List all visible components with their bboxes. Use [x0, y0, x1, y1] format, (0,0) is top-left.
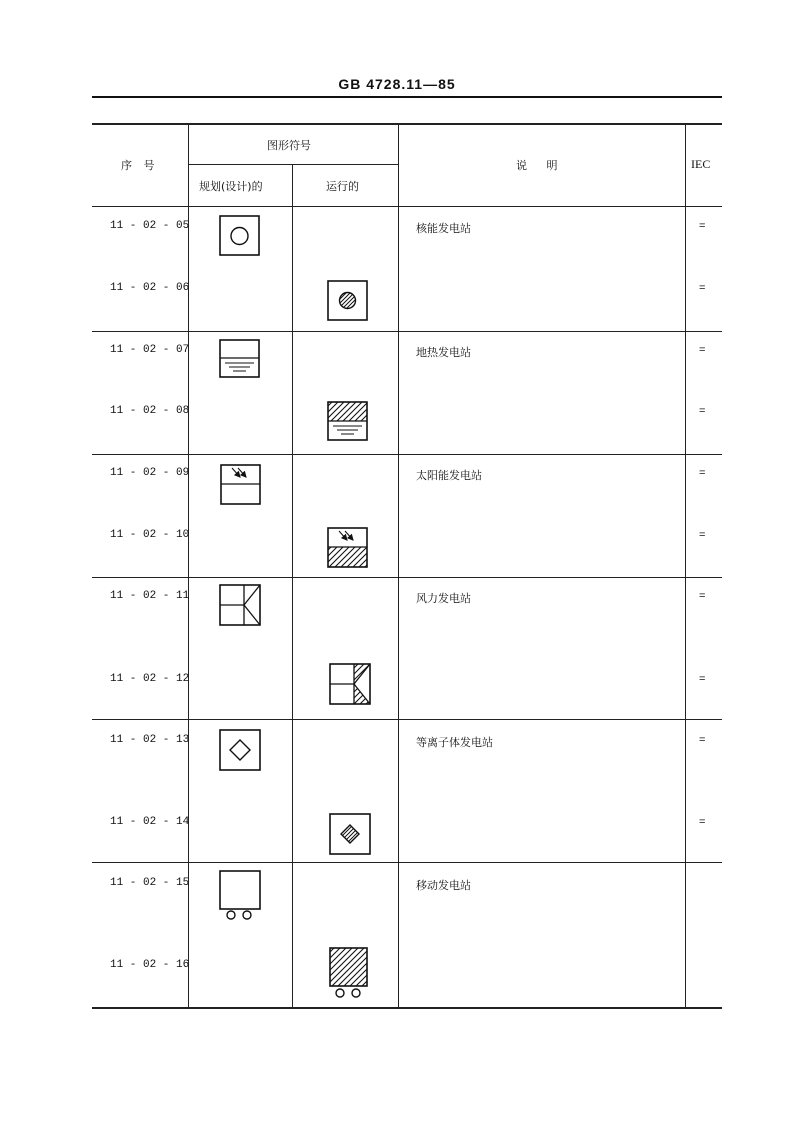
row-number: 11 - 02 - 13 [110, 734, 190, 746]
iec-mark: = [699, 529, 706, 541]
mobile-station-planned-icon [219, 870, 262, 922]
nuclear-station-planned-icon [219, 215, 261, 257]
column-divider [188, 124, 189, 1008]
wind-station-operating-icon [329, 663, 372, 706]
column-divider [292, 165, 293, 1008]
page-header: GB 4728.11—85 [338, 76, 456, 92]
row-number: 11 - 02 - 16 [110, 959, 190, 971]
description: 地热发电站 [416, 346, 471, 359]
solar-station-planned-icon [220, 464, 262, 506]
group-divider [92, 577, 722, 578]
column-divider [398, 124, 399, 1008]
group-divider [92, 331, 722, 332]
column-header-operating: 运行的 [326, 180, 359, 193]
iec-mark: = [699, 282, 706, 294]
iec-mark: = [699, 220, 706, 232]
table-bottom-rule [92, 1007, 722, 1009]
column-header-desc: 说 明 [516, 159, 566, 172]
column-divider [685, 124, 686, 1008]
wind-station-planned-icon [219, 584, 262, 627]
plasma-station-operating-icon [329, 813, 372, 856]
row-number: 11 - 02 - 11 [110, 590, 190, 602]
iec-mark: = [699, 467, 706, 479]
column-header-seq: 序 号 [121, 159, 159, 172]
group-divider [92, 454, 722, 455]
iec-mark: = [699, 405, 706, 417]
column-header-planned: 规划(设计)的 [199, 180, 263, 193]
row-number: 11 - 02 - 07 [110, 344, 190, 356]
row-number: 11 - 02 - 15 [110, 877, 190, 889]
plasma-station-planned-icon [219, 729, 262, 772]
header-rule [92, 96, 722, 98]
description: 太阳能发电站 [416, 469, 482, 482]
table-top-rule [92, 123, 722, 125]
column-header-iec: IEC [691, 157, 711, 171]
geothermal-station-operating-icon [327, 401, 369, 442]
iec-mark: = [699, 816, 706, 828]
geothermal-station-planned-icon [219, 339, 261, 379]
iec-mark: = [699, 673, 706, 685]
row-number: 11 - 02 - 14 [110, 816, 190, 828]
table-header-rule [92, 206, 722, 207]
description: 移动发电站 [416, 879, 471, 892]
row-number: 11 - 02 - 12 [110, 673, 190, 685]
solar-station-operating-icon [327, 527, 369, 569]
group-divider [92, 719, 722, 720]
nuclear-station-operating-icon [327, 280, 369, 322]
row-number: 11 - 02 - 08 [110, 405, 190, 417]
description: 风力发电站 [416, 592, 471, 605]
description: 等离子体发电站 [416, 736, 493, 749]
column-header-symbol-group: 图形符号 [267, 139, 311, 152]
iec-mark: = [699, 344, 706, 356]
row-number: 11 - 02 - 06 [110, 282, 190, 294]
table-subheader-rule [189, 164, 398, 165]
iec-mark: = [699, 590, 706, 602]
description: 核能发电站 [416, 222, 471, 235]
group-divider [92, 862, 722, 863]
row-number: 11 - 02 - 05 [110, 220, 190, 232]
row-number: 11 - 02 - 09 [110, 467, 190, 479]
row-number: 11 - 02 - 10 [110, 529, 190, 541]
iec-mark: = [699, 734, 706, 746]
mobile-station-operating-icon [329, 947, 372, 1000]
